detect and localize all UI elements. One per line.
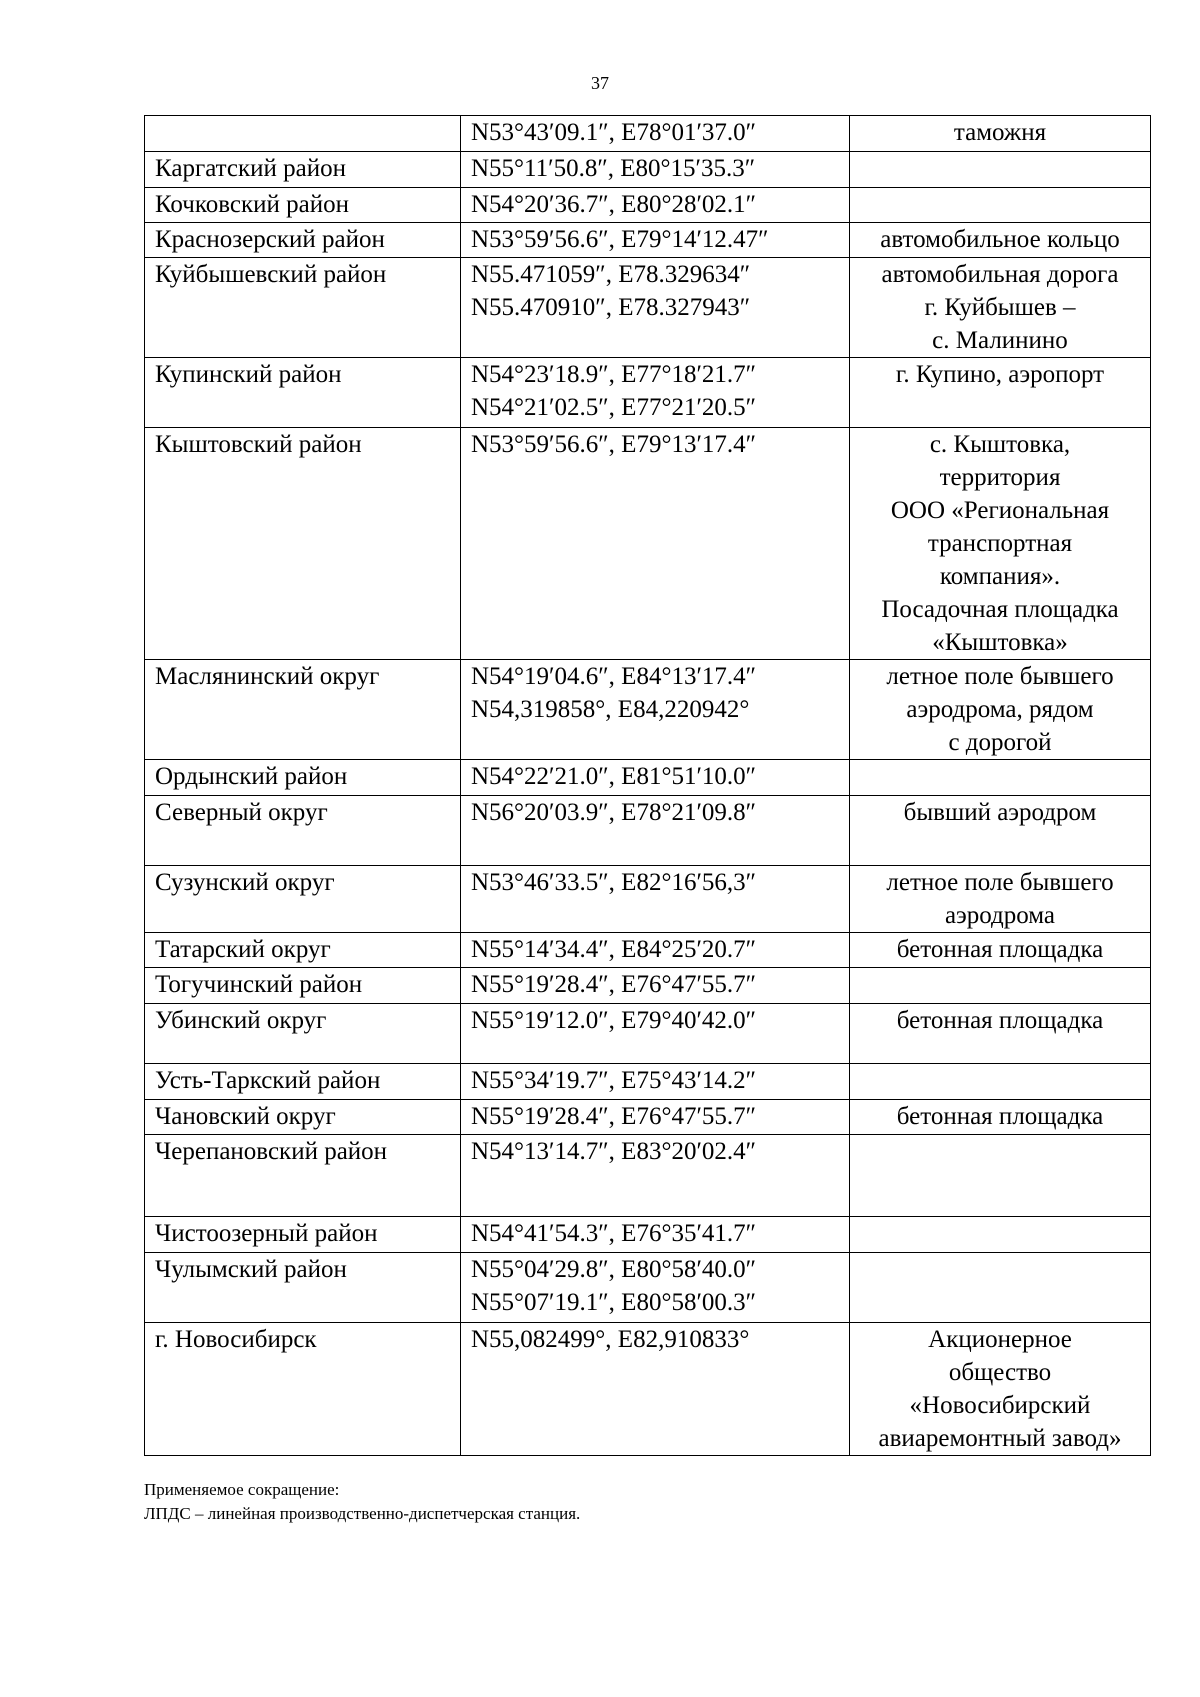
- coordinates-cell: [461, 152, 850, 188]
- table-row: [145, 1100, 1151, 1135]
- coordinates-table: [144, 115, 1151, 1456]
- coordinate-line: N55°07′19.1″, E80°58′00.3″: [471, 1289, 757, 1316]
- table-row: [145, 116, 1151, 152]
- coordinates-cell: [461, 1064, 850, 1100]
- description-cell: [850, 1217, 1151, 1253]
- coordinate-line: N54°41′54.3″, E76°35′41.7″: [471, 1220, 757, 1247]
- table-row: [145, 428, 1151, 660]
- description-line: Акционерное: [928, 1326, 1072, 1353]
- coordinate-line: N53°46′33.5″, E82°16′56,3″: [471, 869, 757, 896]
- description-line: бывший аэродром: [903, 799, 1097, 826]
- coordinate-line: N54°22′21.0″, E81°51′10.0″: [471, 763, 757, 790]
- coordinates-cell: [461, 116, 850, 152]
- coordinates-cell: [461, 866, 850, 933]
- coordinate-line: N54,319858°, E84,220942°: [471, 696, 750, 723]
- coordinates-cell: [461, 760, 850, 796]
- region-cell: Тогучинский район: [145, 968, 461, 1004]
- description-line: транспортная: [927, 530, 1073, 557]
- description-cell: [850, 1100, 1151, 1135]
- description-cell: [850, 866, 1151, 933]
- coordinate-line: N54°20′36.7″, E80°28′02.1″: [471, 191, 757, 218]
- coordinates-cell: [461, 1004, 850, 1064]
- description-cell: [850, 223, 1151, 258]
- region-cell: Чулымский район: [145, 1253, 461, 1323]
- description-line: компания».: [939, 563, 1061, 590]
- page-number: 37: [591, 73, 609, 93]
- description-line: «Кыштовка»: [932, 629, 1068, 656]
- coordinates-cell: [461, 428, 850, 660]
- region-cell: Купинский район: [145, 358, 461, 428]
- region-cell: [145, 116, 461, 152]
- table-row: [145, 866, 1151, 933]
- coordinate-line: N55.470910″, E78.327943″: [471, 294, 751, 321]
- coordinate-line: N55.471059″, E78.329634″: [471, 261, 751, 288]
- coordinates-cell: [461, 1135, 850, 1217]
- coordinate-line: N53°43′09.1″, E78°01′37.0″: [471, 119, 757, 146]
- coordinates-cell: [461, 1100, 850, 1135]
- coordinates-cell: [461, 796, 850, 866]
- coordinates-cell: [461, 1253, 850, 1323]
- description-cell: [850, 258, 1151, 358]
- region-cell: Краснозерский район: [145, 223, 461, 258]
- coordinate-line: N53°59′56.6″, E79°14′12.47″: [471, 226, 769, 253]
- coordinates-cell: [461, 358, 850, 428]
- description-cell: [850, 116, 1151, 152]
- region-cell: Убинский округ: [145, 1004, 461, 1064]
- description-cell: [850, 1253, 1151, 1323]
- description-line: с. Малинино: [932, 327, 1068, 354]
- table-row: [145, 1323, 1151, 1456]
- description-cell: [850, 188, 1151, 223]
- region-cell: Куйбышевский район: [145, 258, 461, 358]
- region-cell: Усть-Таркский район: [145, 1064, 461, 1100]
- description-line: летное поле бывшего: [886, 869, 1114, 896]
- description-cell: [850, 1323, 1151, 1456]
- region-cell: Кыштовский район: [145, 428, 461, 660]
- table-row: [145, 933, 1151, 968]
- region-cell: Маслянинский округ: [145, 660, 461, 760]
- coordinate-line: N55°19′12.0″, E79°40′42.0″: [471, 1007, 757, 1034]
- coordinate-line: N54°23′18.9″, E77°18′21.7″: [471, 361, 757, 388]
- description-cell: [850, 1135, 1151, 1217]
- description-line: таможня: [953, 119, 1047, 146]
- description-cell: [850, 796, 1151, 866]
- table-row: [145, 358, 1151, 428]
- description-line: аэродрома, рядом: [906, 696, 1094, 723]
- description-cell: [850, 152, 1151, 188]
- table-body: [145, 116, 1151, 1456]
- description-line: Посадочная площадка: [881, 596, 1119, 623]
- description-cell: [850, 760, 1151, 796]
- coordinate-line: N55°04′29.8″, E80°58′40.0″: [471, 1256, 757, 1283]
- coordinate-line: N55°14′34.4″, E84°25′20.7″: [471, 936, 757, 963]
- coordinate-line: N55°19′28.4″, E76°47′55.7″: [471, 1103, 757, 1130]
- description-cell: [850, 358, 1151, 428]
- footnote: [144, 1478, 580, 1526]
- region-cell: Чановский округ: [145, 1100, 461, 1135]
- table-row: [145, 152, 1151, 188]
- coordinates-cell: [461, 223, 850, 258]
- description-cell: [850, 933, 1151, 968]
- description-line: «Новосибирский: [909, 1392, 1091, 1419]
- table-row: [145, 1064, 1151, 1100]
- region-cell: Северный округ: [145, 796, 461, 866]
- description-cell: [850, 1004, 1151, 1064]
- table-row: [145, 188, 1151, 223]
- region-cell: Каргатский район: [145, 152, 461, 188]
- coordinate-line: N55°11′50.8″, E80°15′35.3″: [471, 155, 756, 182]
- description-line: авиаремонтный завод»: [878, 1425, 1122, 1452]
- coordinate-line: N54°19′04.6″, E84°13′17.4″: [471, 663, 757, 690]
- coordinates-cell: [461, 660, 850, 760]
- description-cell: [850, 428, 1151, 660]
- description-line: автомобильная дорога: [881, 261, 1119, 288]
- coordinate-line: N55°34′19.7″, E75°43′14.2″: [471, 1067, 757, 1094]
- table-row: [145, 223, 1151, 258]
- description-line: летное поле бывшего: [886, 663, 1114, 690]
- coordinate-line: N53°59′56.6″, E79°13′17.4″: [471, 431, 757, 458]
- description-line: аэродрома: [944, 902, 1056, 929]
- table-row: [145, 760, 1151, 796]
- description-cell: [850, 968, 1151, 1004]
- footnote-text: ЛПДС – линейная производственно-диспетчерская станция.: [144, 1504, 581, 1523]
- table-row: [145, 1004, 1151, 1064]
- description-line: бетонная площадка: [896, 1007, 1104, 1034]
- description-line: территория: [939, 464, 1061, 491]
- region-cell: Татарский округ: [145, 933, 461, 968]
- table-row: [145, 1217, 1151, 1253]
- table-row: [145, 660, 1151, 760]
- coordinates-cell: [461, 933, 850, 968]
- description-cell: [850, 1064, 1151, 1100]
- coordinate-line: N54°21′02.5″, E77°21′20.5″: [471, 394, 757, 421]
- description-cell: [850, 660, 1151, 760]
- coordinates-cell: [461, 188, 850, 223]
- coordinate-line: N56°20′03.9″, E78°21′09.8″: [471, 799, 757, 826]
- table-row: [145, 1135, 1151, 1217]
- table-row: [145, 796, 1151, 866]
- coordinate-line: N55°19′28.4″, E76°47′55.7″: [471, 971, 757, 998]
- region-cell: Чистоозерный район: [145, 1217, 461, 1253]
- region-cell: Черепановский район: [145, 1135, 461, 1217]
- coordinates-cell: [461, 1323, 850, 1456]
- description-line: с дорогой: [948, 729, 1052, 756]
- coordinates-cell: [461, 968, 850, 1004]
- region-cell: Кочковский район: [145, 188, 461, 223]
- region-cell: Ордынский район: [145, 760, 461, 796]
- coordinate-line: N54°13′14.7″, E83°20′02.4″: [471, 1138, 757, 1165]
- coordinates-cell: [461, 1217, 850, 1253]
- description-line: ООО «Региональная: [890, 497, 1110, 524]
- table-row: [145, 258, 1151, 358]
- region-cell: Сузунский округ: [145, 866, 461, 933]
- coordinate-line: N55,082499°, E82,910833°: [471, 1326, 750, 1353]
- description-line: автомобильное кольцо: [880, 226, 1120, 253]
- description-line: бетонная площадка: [896, 1103, 1104, 1130]
- description-line: с. Кыштовка,: [929, 431, 1071, 458]
- description-line: г. Куйбышев –: [924, 294, 1076, 321]
- table-row: [145, 1253, 1151, 1323]
- description-line: г. Купино, аэропорт: [895, 361, 1105, 388]
- region-cell: г. Новосибирск: [145, 1323, 461, 1456]
- table-row: [145, 968, 1151, 1004]
- description-line: бетонная площадка: [896, 936, 1104, 963]
- footnote-title: Применяемое сокращение:: [144, 1480, 340, 1499]
- coordinates-cell: [461, 258, 850, 358]
- description-line: общество: [948, 1359, 1052, 1386]
